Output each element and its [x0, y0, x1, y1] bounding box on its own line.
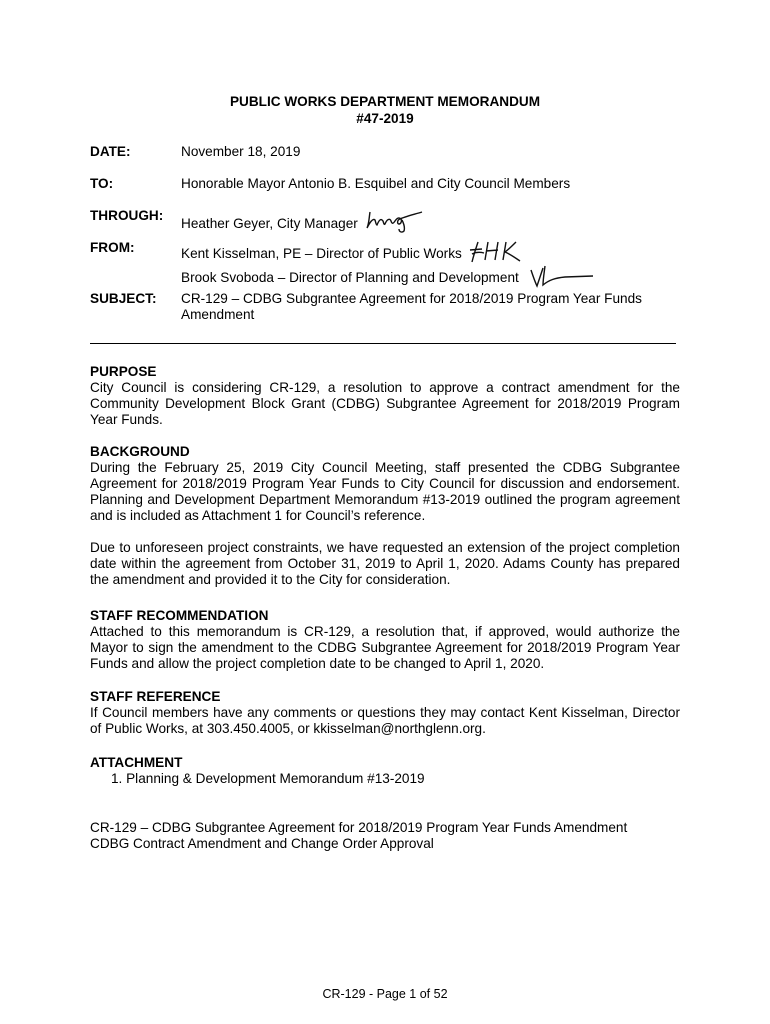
date-label: DATE: — [90, 144, 131, 159]
public-works-director-signature — [468, 240, 526, 264]
attachment-heading: ATTACHMENT — [90, 755, 183, 770]
staff-reference-body: If Council members have any comments or questions they may contact Kent Kisselman, Director of Public Works, at 303.450.4005, or kkisselman@northglenn.org. — [90, 705, 680, 736]
through-label: THROUGH: — [90, 208, 164, 223]
background-heading: BACKGROUND — [90, 444, 190, 459]
purpose-body: City Council is considering CR-129, a resolution to approve a contract amendment for the Community Development Block Grant (CDBG) Subgrantee Agreement for 2018/2019 Program Year Funds. — [90, 380, 680, 427]
to-label: TO: — [90, 176, 114, 191]
background-body-1: During the February 25, 2019 City Council Meeting, staff presented the CDBG Subgrantee Agreement for 2018/2019 Program Year Funds to City Council for discussion and endorsement. Planning and Development Department Memorandum #13-2019 outlined the program agreement and is included as Attachment 1 for Council’s reference. — [90, 460, 680, 523]
from-value — [181, 240, 597, 288]
purpose-heading: PURPOSE — [90, 364, 157, 379]
memo-title-line-1: PUBLIC WORKS DEPARTMENT MEMORANDUM — [229, 94, 541, 109]
attachment-list — [90, 771, 680, 787]
to-value: Honorable Mayor Antonio B. Esquibel and City Council Members — [181, 176, 571, 191]
staff-recommendation-section — [90, 608, 680, 672]
from-value-1-wrap — [181, 246, 526, 261]
planning-director-signature — [525, 264, 597, 288]
attachment-item: 1. Planning & Development Memorandum #13-2019 — [111, 771, 425, 786]
from-value-2-wrap — [181, 270, 597, 285]
background-section — [90, 444, 680, 588]
staff-reference-section — [90, 689, 680, 737]
staff-recommendation-heading: STAFF RECOMMENDATION — [90, 608, 269, 623]
attachment-section — [90, 755, 680, 787]
subject-label: SUBJECT: — [90, 291, 157, 306]
footer-line-2: CDBG Contract Amendment and Change Order Approval — [90, 836, 434, 851]
staff-reference-heading: STAFF REFERENCE — [90, 689, 221, 704]
subject-value: CR-129 – CDBG Subgrantee Agreement for 2018/2019 Program Year Funds Amendment — [181, 291, 642, 322]
staff-recommendation-body: Attached to this memorandum is CR-129, a resolution that, if approved, would authorize the Mayor to sign the amendment to the CDBG Subgrantee Agreement for 2018/2019 Program Year Funds and allow the project completion date to be changed to April 1, 2020. — [90, 624, 680, 671]
memo-title — [90, 93, 680, 127]
background-body-2: Due to unforeseen project constraints, we have requested an extension of the project completion date within the agreement from October 31, 2019 to April 1, 2020. Adams County has prepared the amendment and provided it to the City for consideration. — [90, 540, 680, 587]
subject-value-wrap — [181, 291, 681, 323]
purpose-section — [90, 364, 680, 428]
city-manager-signature — [364, 208, 428, 234]
header-divider — [90, 343, 676, 344]
through-value: Heather Geyer, City Manager — [181, 216, 358, 231]
footer-line-1: CR-129 – CDBG Subgrantee Agreement for 2018/2019 Program Year Funds Amendment — [90, 820, 628, 835]
footer-description — [90, 820, 710, 852]
memo-number: #47-2019 — [356, 111, 414, 126]
page-number: CR-129 - Page 1 of 52 — [322, 987, 448, 1001]
date-value: November 18, 2019 — [181, 144, 301, 159]
through-value-wrap — [181, 208, 428, 234]
from-value-2: Brook Svoboda – Director of Planning and Development — [181, 270, 519, 285]
from-label: FROM: — [90, 240, 135, 255]
from-value-1: Kent Kisselman, PE – Director of Public Works — [181, 246, 462, 261]
